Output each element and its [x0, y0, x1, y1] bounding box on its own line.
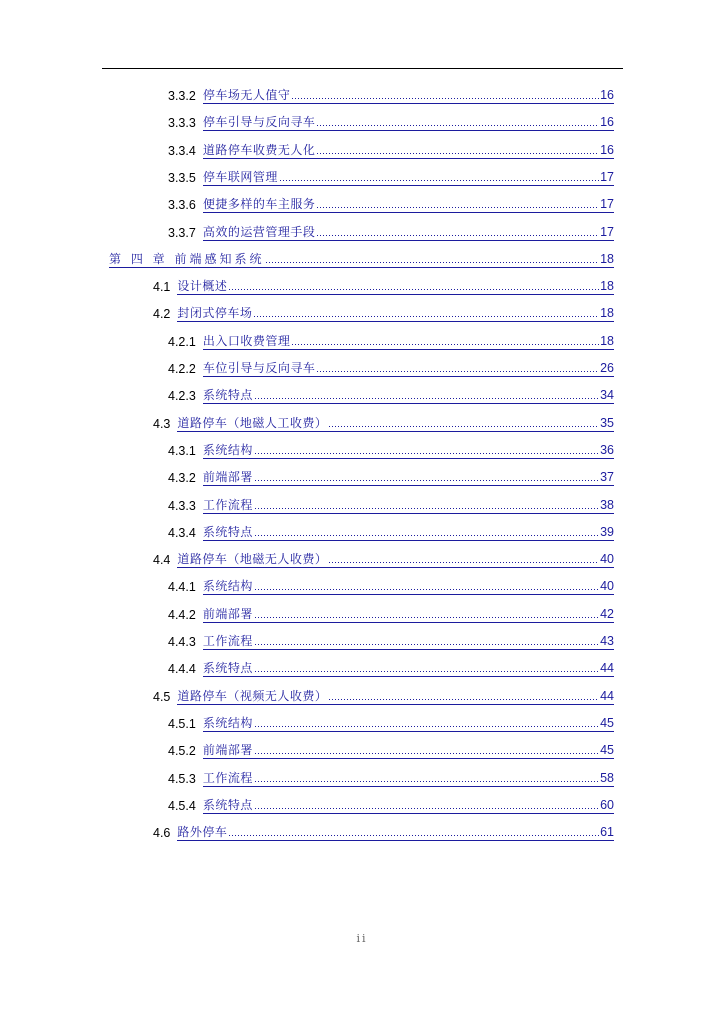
toc-entry-number: 4.4.2 — [168, 608, 196, 622]
toc-entry-page[interactable]: 58 — [600, 771, 614, 785]
toc-dot-leader — [228, 288, 599, 291]
toc-dot-leader — [265, 261, 599, 264]
toc-entry-link[interactable] — [177, 551, 614, 568]
toc-entry[interactable] — [168, 605, 614, 623]
toc-dot-leader — [254, 616, 599, 619]
toc-entry-link[interactable] — [203, 224, 614, 241]
toc-entry-number: 3.3.3 — [168, 116, 196, 130]
toc-entry[interactable] — [168, 359, 614, 377]
toc-entry-title[interactable]: 停车引导与反向寻车 — [202, 115, 316, 129]
toc-entry[interactable] — [168, 741, 614, 759]
toc-entry-title[interactable]: 第 四 章 前端感知系统 — [109, 252, 265, 266]
toc-entry[interactable] — [168, 168, 614, 186]
toc-dot-leader — [254, 807, 599, 810]
toc-entry-title[interactable]: 工作流程 — [202, 771, 253, 785]
toc-entry-page[interactable]: 40 — [600, 552, 614, 566]
toc-entry-page[interactable]: 18 — [600, 334, 614, 348]
toc-entry-page[interactable]: 16 — [600, 143, 614, 157]
toc-dot-leader — [316, 370, 599, 373]
toc-dot-leader — [254, 752, 599, 755]
toc-dot-leader — [254, 670, 599, 673]
toc-entry-title[interactable]: 系统结构 — [202, 443, 253, 457]
toc-entry-link[interactable] — [177, 824, 614, 841]
toc-entry[interactable] — [153, 277, 614, 295]
toc-chapter-entry[interactable] — [109, 250, 614, 268]
toc-entry[interactable] — [168, 659, 614, 677]
toc-entry-link[interactable] — [203, 606, 614, 623]
toc-entry-link[interactable] — [203, 660, 614, 677]
toc-entry-page[interactable]: 18 — [600, 252, 614, 266]
toc-entry-page[interactable]: 43 — [600, 634, 614, 648]
toc-entry-link[interactable] — [203, 497, 614, 514]
toc-entry-number: 3.3.2 — [168, 89, 196, 103]
toc-entry-title[interactable]: 道路停车收费无人化 — [202, 143, 316, 157]
toc-entry-number: 4.2.2 — [168, 362, 196, 376]
toc-entry-number: 4.2.1 — [168, 335, 196, 349]
toc-entry-link[interactable] — [203, 87, 614, 104]
toc-entry[interactable] — [153, 823, 614, 841]
toc-entry-number: 4.3.4 — [168, 526, 196, 540]
toc-entry-page[interactable]: 45 — [600, 716, 614, 730]
toc-entry-number: 4.4.1 — [168, 580, 196, 594]
toc-entry[interactable] — [168, 223, 614, 241]
toc-entry[interactable] — [168, 796, 614, 814]
toc-entry[interactable] — [168, 496, 614, 514]
toc-entry-number: 4.2.3 — [168, 389, 196, 403]
toc-entry-title[interactable]: 系统结构 — [202, 579, 253, 593]
toc-entry-number: 4.3.1 — [168, 444, 196, 458]
toc-dot-leader — [254, 780, 599, 783]
toc-entry-title[interactable]: 前端部署 — [202, 743, 253, 757]
toc-entry-page[interactable]: 38 — [600, 498, 614, 512]
toc-entry[interactable] — [168, 714, 614, 732]
toc-entry-link[interactable] — [203, 169, 614, 186]
toc-entry-number: 4.5.4 — [168, 799, 196, 813]
toc-entry[interactable] — [168, 632, 614, 650]
toc-entry[interactable] — [168, 769, 614, 787]
toc-entry-title[interactable]: 系统特点 — [202, 525, 253, 539]
toc-entry-page[interactable]: 40 — [600, 579, 614, 593]
toc-entry-page[interactable]: 17 — [600, 225, 614, 239]
toc-entry-link[interactable] — [203, 442, 614, 459]
toc-entry-page[interactable]: 35 — [600, 416, 614, 430]
toc-entry-title[interactable]: 道路停车（地磁无人收费） — [177, 552, 328, 566]
toc-entry-title[interactable]: 工作流程 — [202, 634, 253, 648]
toc-entry-title[interactable]: 系统结构 — [202, 716, 253, 730]
toc-entry-title[interactable]: 设计概述 — [177, 279, 228, 293]
toc-dot-leader — [279, 179, 599, 182]
toc-entry-title[interactable]: 高效的运营管理手段 — [202, 225, 316, 239]
toc-entry[interactable] — [153, 304, 614, 322]
toc-entry-page[interactable]: 44 — [600, 689, 614, 703]
toc-entry-link[interactable] — [203, 715, 614, 732]
toc-entry-title[interactable]: 车位引导与反向寻车 — [202, 361, 316, 375]
toc-entry-link[interactable] — [177, 415, 614, 432]
toc-entry-link[interactable] — [177, 305, 614, 322]
toc-entry-title[interactable]: 前端部署 — [202, 470, 253, 484]
toc-entry-title[interactable]: 停车场无人值守 — [202, 88, 291, 102]
toc-entry-title[interactable]: 路外停车 — [177, 825, 228, 839]
toc-dot-leader — [254, 452, 599, 455]
toc-entry-number: 4.3 — [153, 417, 171, 431]
toc-dot-leader — [254, 507, 599, 510]
toc-entry-title[interactable]: 道路停车（地磁人工收费） — [177, 416, 328, 430]
toc-entry-link[interactable] — [203, 142, 614, 159]
toc-entry-number: 4.5.1 — [168, 717, 196, 731]
toc-entry-page[interactable]: 39 — [600, 525, 614, 539]
toc-dot-leader — [328, 561, 599, 564]
toc-dot-leader — [316, 124, 599, 127]
toc-entry-page[interactable]: 17 — [600, 197, 614, 211]
toc-entry-link[interactable] — [203, 387, 614, 404]
toc-entry[interactable] — [168, 577, 614, 595]
toc-entry-page[interactable]: 26 — [600, 361, 614, 375]
toc-entry-link[interactable] — [203, 742, 614, 759]
toc-entry-number: 4.2 — [153, 307, 171, 321]
toc-entry-page[interactable]: 60 — [600, 798, 614, 812]
toc-entry-page[interactable]: 36 — [600, 443, 614, 457]
toc-dot-leader — [328, 425, 599, 428]
toc-entry-page[interactable]: 42 — [600, 607, 614, 621]
toc-entry-link[interactable] — [203, 360, 614, 377]
toc-dot-leader — [316, 152, 599, 155]
toc-entry-number: 4.3.3 — [168, 499, 196, 513]
toc-entry-number: 4.3.2 — [168, 471, 196, 485]
toc-entry-link[interactable] — [203, 333, 614, 350]
toc-entry-number: 4.1 — [153, 280, 171, 294]
toc-entry-link[interactable] — [203, 797, 614, 814]
toc-entry-number: 4.5.2 — [168, 744, 196, 758]
toc-entry[interactable] — [168, 523, 614, 541]
toc-entry-page[interactable]: 17 — [600, 170, 614, 184]
toc-entry-page[interactable]: 45 — [600, 743, 614, 757]
toc-entry-number: 4.5.3 — [168, 772, 196, 786]
toc-entry-number: 3.3.7 — [168, 226, 196, 240]
toc-dot-leader — [316, 206, 599, 209]
toc-dot-leader — [254, 643, 599, 646]
toc-dot-leader — [291, 97, 599, 100]
toc-entry-page[interactable]: 16 — [600, 115, 614, 129]
toc-entry-number: 4.4.4 — [168, 662, 196, 676]
toc-entry[interactable] — [153, 687, 614, 705]
toc-entry-title[interactable]: 封闭式停车场 — [177, 306, 253, 320]
toc-entry-title[interactable]: 道路停车（视频无人收费） — [177, 689, 328, 703]
toc-dot-leader — [328, 698, 599, 701]
toc-dot-leader — [228, 834, 599, 837]
toc-dot-leader — [316, 234, 599, 237]
toc-entry[interactable] — [168, 332, 614, 350]
toc-entry-page[interactable]: 16 — [600, 88, 614, 102]
toc-entry[interactable] — [168, 386, 614, 404]
toc-entry-title[interactable]: 系统特点 — [202, 798, 253, 812]
toc-entry-link[interactable] — [203, 578, 614, 595]
toc-entry-link[interactable] — [177, 688, 614, 705]
toc-entry-link[interactable] — [203, 633, 614, 650]
toc-entry-page[interactable]: 18 — [600, 279, 614, 293]
toc-entry-title[interactable]: 工作流程 — [202, 498, 253, 512]
page-number: ii — [356, 932, 368, 945]
toc-entry-link[interactable] — [203, 196, 614, 213]
toc-dot-leader — [254, 725, 599, 728]
toc-entry-title[interactable]: 便捷多样的车主服务 — [202, 197, 316, 211]
toc-entry-number: 4.5 — [153, 690, 171, 704]
toc-entry[interactable] — [153, 550, 614, 568]
toc-dot-leader — [254, 397, 599, 400]
toc-entry-page[interactable]: 61 — [600, 825, 614, 839]
toc-entry-link[interactable] — [203, 770, 614, 787]
toc-entry-page[interactable]: 37 — [600, 470, 614, 484]
toc-entry-title[interactable]: 出入口收费管理 — [202, 334, 291, 348]
toc-entry-page[interactable]: 18 — [600, 306, 614, 320]
toc-entry-title[interactable]: 前端部署 — [202, 607, 253, 621]
toc-entry-page[interactable]: 34 — [600, 388, 614, 402]
toc-dot-leader — [291, 343, 599, 346]
toc-entry-link[interactable] — [203, 524, 614, 541]
toc-entry-link[interactable] — [177, 278, 614, 295]
toc-entry-page[interactable]: 44 — [600, 661, 614, 675]
toc-entry-title[interactable]: 系统特点 — [202, 661, 253, 675]
toc-entry-title[interactable]: 停车联网管理 — [202, 170, 278, 184]
toc-entry[interactable] — [168, 195, 614, 213]
toc-entry-link[interactable] — [203, 469, 614, 486]
toc-entry-number: 4.6 — [153, 826, 171, 840]
toc-entry-number: 3.3.6 — [168, 198, 196, 212]
toc-entry-number: 4.4 — [153, 553, 171, 567]
toc-dot-leader — [254, 479, 599, 482]
toc-entry[interactable] — [168, 141, 614, 159]
toc-entry[interactable] — [168, 113, 614, 131]
toc-entry[interactable] — [168, 86, 614, 104]
toc-entry-title[interactable]: 系统特点 — [202, 388, 253, 402]
toc-entry[interactable] — [168, 468, 614, 486]
toc-entry-link[interactable] — [203, 114, 614, 131]
toc-dot-leader — [254, 588, 599, 591]
header-rule — [102, 68, 623, 69]
toc-entry-number: 4.4.3 — [168, 635, 196, 649]
toc-entry-link[interactable] — [109, 251, 614, 268]
toc-dot-leader — [254, 534, 599, 537]
toc-entry-number: 3.3.4 — [168, 144, 196, 158]
toc-entry[interactable] — [153, 414, 614, 432]
toc-dot-leader — [253, 315, 599, 318]
toc-entry-number: 3.3.5 — [168, 171, 196, 185]
toc-entry[interactable] — [168, 441, 614, 459]
